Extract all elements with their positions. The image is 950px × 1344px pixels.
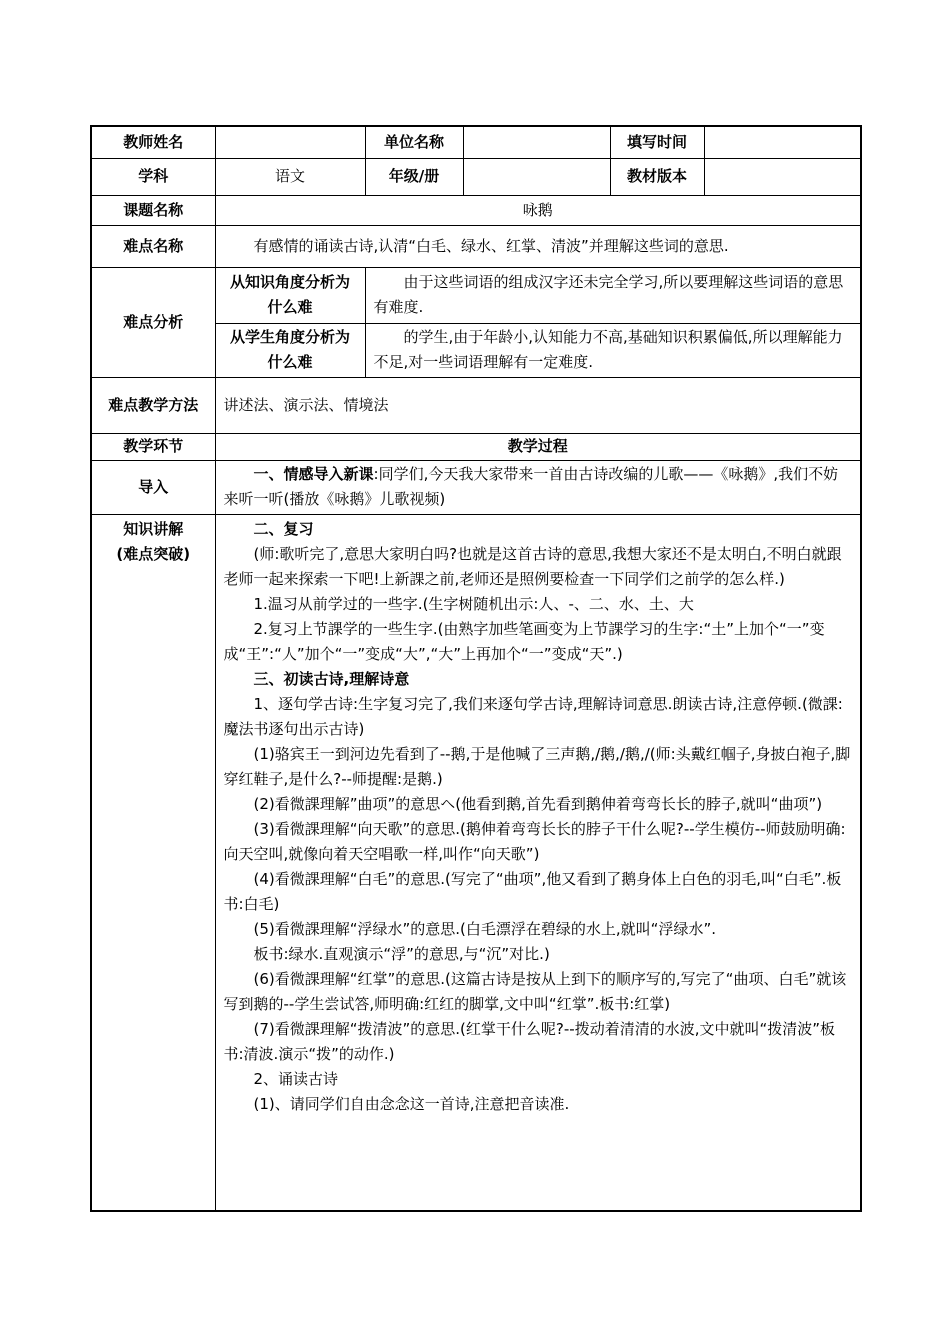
unit-name-label: 单位名称	[365, 126, 463, 158]
paragraph-7: (3)看微課理解“向天歌”的意思.(鹅伸着弯弯长长的脖子干什么呢?--学生模仿--师鼓励明确:向天空叫,就像向着天空唱歌一样,叫作“向天歌”)	[223, 819, 846, 863]
process-header: 教学过程	[215, 433, 861, 460]
review-title: 二、复习	[253, 519, 314, 538]
teaching-method-label: 难点教学方法	[91, 377, 215, 433]
teaching-method-value[interactable]: 讲述法、演示法、情境法	[215, 377, 861, 433]
paragraph-8: (4)看微課理解“白毛”的意思.(写完了“曲项”,他又看到了鹅身体上白色的羽毛,叫“白毛”.板书:白毛)	[223, 869, 842, 913]
header-row-1	[91, 126, 861, 158]
subject-value[interactable]: 语文	[215, 158, 365, 195]
paragraph-1: (师:歌听完了,意思大家明白吗?也就是这首古诗的意思,我想大家还不是太明白,不明白就跟老师一起来探索一下吧!上新課之前,老师还是照例要检查一下同学们之前学的怎么样.)	[223, 544, 842, 588]
edition-value[interactable]	[704, 158, 861, 195]
knowledge-content[interactable]	[215, 514, 861, 1211]
paragraph-3: 2.复习上节課学的一些生字.(由熟字加些笔画变为上节課学习的生字:“土”上加个“一”变成“王”:“人”加个“一”变成“大”,“大”上再加个“一”变成“天”.)	[223, 619, 825, 663]
teacher-name-value[interactable]	[215, 126, 365, 158]
intro-row	[91, 460, 861, 514]
student-angle-label: 从学生角度分析为什么难	[215, 323, 365, 377]
topic-value[interactable]: 咏鹅	[215, 195, 861, 225]
paragraph-4: 1、逐句学古诗:生字复习完了,我们来逐句学古诗,理解诗词意思.朗读古诗,注意停顿.(微課:魔法书逐句出示古诗)	[223, 694, 843, 738]
paragraph-2: 1.温习从前学过的一些字.(生字树随机出示:人、-、二、水、土、大	[253, 594, 694, 613]
knowledge-row	[91, 514, 861, 1211]
paragraph-11: (6)看微課理解“红掌”的意思.(这篇古诗是按从上到下的顺序写的,写完了“曲项、白毛”就该写到鹅的--学生尝试答,师明确:红红的脚掌,文中叫“红掌”.板书:红掌)	[223, 969, 847, 1013]
difficulty-analysis-label: 难点分析	[91, 267, 215, 377]
paragraph-6: (2)看微課理解”曲项”的意思ヘ(他看到鹅,首先看到鹅伸着弯弯长长的脖子,就叫“曲项”)	[253, 794, 823, 813]
paragraph-12: (7)看微課理解“拨清波”的意思.(红掌干什么呢?--拨动着清清的水波,文中就叫“拨清波”板书:清波.演示“拨”的动作.)	[223, 1019, 836, 1063]
stage-header: 教学环节	[91, 433, 215, 460]
intro-title: 一、情感导入新课	[253, 465, 374, 483]
fill-date-value[interactable]	[704, 126, 861, 158]
paragraph-9: (5)看微課理解“浮绿水”的意思.(白毛漂浮在碧绿的水上,就叫“浮绿水”.	[253, 919, 716, 938]
knowledge-analysis-row	[91, 267, 861, 323]
difficulty-name-label: 难点名称	[91, 225, 215, 267]
edition-label: 教材版本	[610, 158, 704, 195]
teacher-name-label: 教师姓名	[91, 126, 215, 158]
subject-label: 学科	[91, 158, 215, 195]
unit-name-value[interactable]	[463, 126, 610, 158]
intro-label: 导入	[91, 460, 215, 514]
header-row-2	[91, 158, 861, 195]
knowledge-explain-label	[91, 514, 215, 1211]
method-row	[91, 377, 861, 433]
fill-date-label: 填写时间	[610, 126, 704, 158]
student-angle-text[interactable]: 的学生,由于年龄小,认知能力不高,基础知识积累偏低,所以理解能力不足,对一些词语理解有一定难度.	[365, 323, 861, 377]
paragraph-10: 板书:绿水.直观演示“浮”的意思,与“沉”对比.)	[253, 944, 550, 963]
knowledge-angle-label: 从知识角度分析为什么难	[215, 267, 365, 323]
process-header-row	[91, 433, 861, 460]
paragraph-14: (1)、请同学们自由念念这一首诗,注意把音读准.	[253, 1094, 570, 1113]
lesson-plan-table	[90, 125, 862, 1212]
knowledge-angle-text[interactable]: 由于这些词语的组成汉字还未完全学习,所以要理解这些词语的意思有难度.	[365, 267, 861, 323]
topic-row	[91, 195, 861, 225]
difficulty-name-value[interactable]: 有感情的诵读古诗,认清“白毛、绿水、红掌、清波”并理解这些词的意思.	[215, 225, 861, 267]
paragraph-5: (1)骆宾王一到河边先看到了--鹅,于是他喊了三声鹅,/鹅,/鹅,/(师:头戴红帼子,身披白袍子,脚穿红鞋子,是什么?--师提醒:是鹅.)	[223, 744, 851, 788]
grade-label: 年级/册	[365, 158, 463, 195]
intro-text: :同学们,今天我大家带来一首由古诗改编的儿歌——《咏鹅》,我们不妨来听一听(播放《咏鹅》儿歌视频)	[223, 465, 839, 508]
knowledge-label-line1: 知识讲解	[123, 519, 184, 538]
paragraph-13: 2、诵读古诗	[253, 1069, 339, 1088]
difficulty-name-row	[91, 225, 861, 267]
knowledge-label-line2: (难点突破)	[116, 544, 191, 563]
grade-value[interactable]	[463, 158, 610, 195]
read-title: 三、初读古诗,理解诗意	[253, 669, 410, 688]
topic-label: 课题名称	[91, 195, 215, 225]
intro-content[interactable]	[215, 460, 861, 514]
